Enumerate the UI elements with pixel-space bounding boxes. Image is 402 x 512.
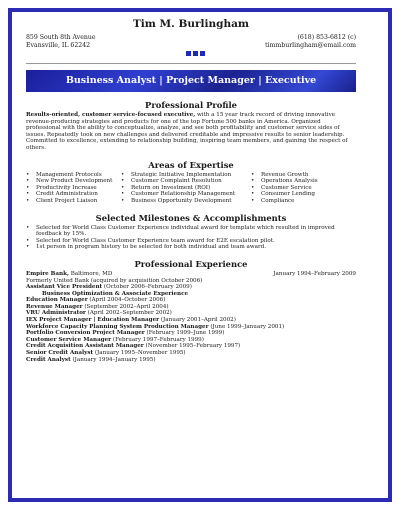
- role-dates: (January 2001–April 2002): [159, 317, 236, 324]
- role-title: Revenue Manager: [26, 303, 83, 310]
- list-item: • Consumer Lending: [251, 191, 356, 198]
- address-block: [26, 34, 96, 49]
- expertise-column-2: [121, 172, 251, 205]
- list-item: • Revenue Growth: [251, 172, 356, 179]
- profile-lead: Results-oriented, customer service-focused executive,: [26, 112, 196, 118]
- expertise-heading: Areas of Expertise: [148, 159, 234, 170]
- role-entry: [26, 330, 356, 337]
- role-dates: (October 2006–February 2009): [102, 284, 192, 291]
- milestones-heading: Selected Milestones & Accomplishments: [95, 212, 287, 223]
- role-title: Credit Acquisition Assistant Manager: [26, 343, 144, 350]
- profile-paragraph: [26, 112, 356, 152]
- list-item: • Selected for World Class Customer Experience individual award for template which resulted in improved feedback by 15%.: [26, 225, 356, 238]
- role-title: Workforce Capacity Planning System Production Manager: [26, 323, 209, 330]
- list-item: • Selected for World Class Customer Experience team award for E2E escalation pilot.: [26, 238, 356, 245]
- role-dates: (February 1999–June 1999): [144, 330, 225, 337]
- contact-block: [265, 34, 356, 49]
- list-item: • Credit Administration: [26, 191, 121, 198]
- role-entry: [26, 357, 356, 364]
- list-item: • 1st person in program history to be selected for both individual and team award.: [26, 244, 356, 251]
- role-dates: (September 2002–April 2004): [82, 303, 169, 310]
- experience-heading: Professional Experience: [134, 258, 248, 269]
- decorative-squares: [186, 51, 205, 56]
- roles-list: [26, 284, 356, 363]
- role-title: Business Optimization & Associate Experience: [42, 290, 189, 297]
- candidate-name: Tim M. Burlingham: [132, 18, 250, 30]
- list-item: • Customer Service: [251, 185, 356, 192]
- list-item: • Operations Analysis: [251, 178, 356, 185]
- list-item: • New Product Development: [26, 178, 121, 185]
- list-item: • Customer Relationship Management: [121, 191, 251, 198]
- role-dates: (April 2004–October 2006): [87, 297, 166, 304]
- employer-name: Empire Bank,: [26, 270, 69, 277]
- title-banner: Business Analyst | Project Manager | Executive: [26, 70, 356, 92]
- role-dates: (January 1994–January 1995): [70, 356, 156, 363]
- role-title: Portfolio Conversion Project Manager: [26, 330, 145, 337]
- role-title: Senior Credit Analyst: [26, 350, 94, 357]
- square-icon: [200, 51, 205, 56]
- role-entry: [26, 317, 356, 324]
- role-dates: (June 1999–January 2001): [208, 323, 285, 330]
- phone-number: (618) 853-6812 (c): [297, 34, 356, 41]
- role-dates: (January 1995–November 1995): [93, 350, 186, 357]
- role-title: VRU Administrator: [26, 310, 86, 317]
- employer-location: Baltimore, MD: [68, 270, 113, 277]
- employer-dates: January 1994–February 2009: [273, 270, 356, 277]
- milestones-list: [26, 225, 356, 251]
- address-line-2: Evansville, IL 62242: [26, 41, 91, 49]
- list-item: • Management Protocols: [26, 172, 121, 179]
- role-entry: [26, 297, 356, 304]
- role-dates: (April 2002–September 2002): [85, 310, 172, 317]
- address-line-1: 859 South 8th Avenue: [26, 34, 96, 41]
- email-address: timmburlingham@email.com: [265, 41, 356, 49]
- profile-heading: Professional Profile: [145, 100, 237, 110]
- expertise-grid: [26, 172, 356, 205]
- role-dates: (November 1995–February 1997): [143, 343, 241, 350]
- role-title: Education Manager: [26, 297, 88, 304]
- square-icon: [193, 51, 198, 56]
- list-item: • Customer Complaint Resolution: [121, 178, 251, 185]
- expertise-column-3: [251, 172, 356, 205]
- role-title: Credit Analyst: [26, 356, 71, 363]
- list-item: • Productivity Increase: [26, 185, 121, 192]
- role-dates: (February 1997–February 1999): [111, 336, 204, 343]
- role-title: IEX Project Manager | Education Manager: [26, 317, 160, 324]
- list-item: • Client Project Liaison: [26, 198, 121, 205]
- list-item: • Compliance: [251, 198, 356, 205]
- employer-row: [26, 271, 356, 278]
- list-item: • Business Opportunity Development: [121, 198, 251, 205]
- profile-body: with a 15 year track record of driving innovative revenue-producing strategies and products for one of the top Fortune 500 banks in America. Organized professional with the ability to conceptualize, analyze, and see both profitability and customer service sides of issues. Repeatedly took on new challenges and delivered creditable and impressive results to senior leadership. Committed to excellence, extending to relationship building, inspiring team members, and gaining the respect of others.: [26, 112, 348, 151]
- list-item: • Return on Investment (ROI): [121, 185, 251, 192]
- role-entry: [26, 350, 356, 357]
- square-icon: [186, 51, 191, 56]
- header-divider: [26, 63, 356, 64]
- role-title: Assistant Vice President: [26, 284, 103, 291]
- formerly-note: Formerly United Bank (acquired by acquisition October 2006): [26, 277, 203, 284]
- employer-line: [26, 271, 112, 278]
- resume-content: [26, 18, 356, 363]
- role-title: Customer Service Manager: [26, 336, 112, 343]
- expertise-column-1: [26, 172, 121, 205]
- list-item: • Strategic Initiative Implementation: [121, 172, 251, 179]
- resume-header: [26, 18, 356, 58]
- role-entry: [26, 284, 356, 291]
